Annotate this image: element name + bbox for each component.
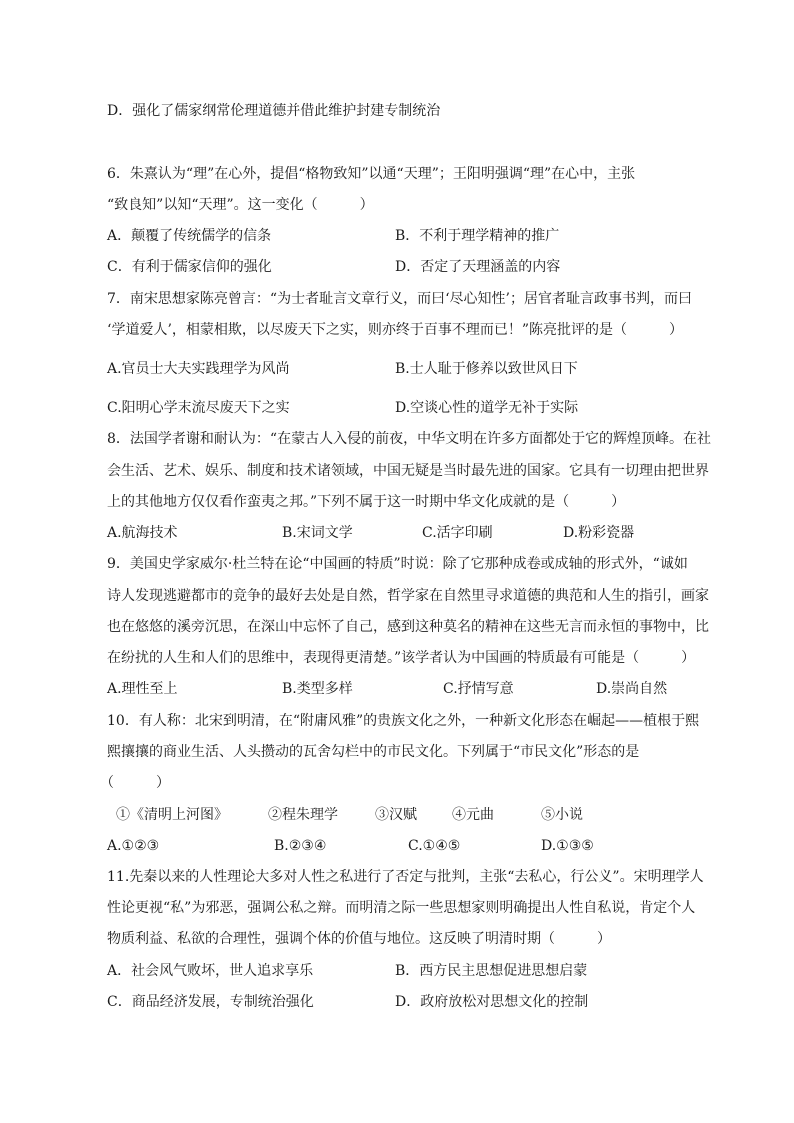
q9-stem-line3: 也在悠悠的溪旁沉思，在深山中忘怀了自己，感到这种莫名的精神在这些无言而永恒的事物中，比 (107, 619, 709, 635)
q7-option-d: D.空谈心性的道学无补于实际 (395, 400, 579, 416)
q8-stem-line3: 上的其他地方仅仅看作蛮夷之邦。”下列不属于这一时期中华文化成就的是（ ） (107, 494, 626, 510)
q6-option-a: A．颠覆了传统儒学的信条 (107, 228, 272, 244)
q10-option-c: C.①④⑤ (408, 838, 461, 854)
q10-stem-line3: （ ） (100, 775, 170, 791)
q8-stem-line1: 8．法国学者谢和耐认为：“在蒙古人入侵的前夜，中华文明在许多方面都处于它的辉煌顶峰。在社 (107, 431, 712, 447)
q10-item-1: ①《清明上河图》 (116, 807, 228, 823)
q9-stem-line4: 在纷扰的人生和人们的思维中，表现得更清楚。”该学者认为中国画的特质最有可能是（ ） (107, 650, 696, 666)
q9-option-a: A.理性至上 (107, 681, 178, 697)
q8-option-c: C.活字印刷 (422, 525, 493, 541)
q6-stem-line1: 6．朱熹认为“理”在心外，提倡“格物致知”以通“天理”；王阳明强调“理”在心中，主张 (107, 166, 636, 182)
q7-stem-line2: ‘学道爱人’，相蒙相欺，以尽废天下之实，则亦终于百事不理而已！”陈亮批评的是（ ） (107, 322, 684, 338)
q11-option-d: D．政府放松对思想文化的控制 (395, 994, 589, 1010)
q11-stem-line3: 物质利益、私欲的合理性，强调个体的价值与地位。这反映了明清时期（ ） (107, 931, 611, 947)
q6-option-b: B．不利于理学精神的推广 (395, 228, 560, 244)
q11-stem-line1: 11.先秦以来的人性理论大多对人性之私进行了否定与批判，主张“去私心，行公义”。宋明理学人 (107, 869, 704, 885)
q9-option-c: C.抒情写意 (443, 681, 514, 697)
q8-option-d: D.粉彩瓷器 (563, 525, 635, 541)
q7-option-c: C.阳明心学末流尽废天下之实 (107, 400, 290, 416)
q7-stem-line1: 7．南宋思想家陈亮曾言：“为士者耻言文章行义，而曰‘尽心知性’；居官者耻言政事书判，而曰 (107, 291, 692, 307)
q8-stem-line2: 会生活、艺术、娱乐、制度和技术诸领域，中国无疑是当时最先进的国家。它具有一切理由把世界 (107, 463, 709, 479)
q9-option-d: D.崇尚自然 (596, 681, 668, 697)
q10-item-2: ②程朱理学 (268, 807, 338, 823)
q11-stem-line2: 性论更视“私”为邪恶，强调公私之辩。而明清之际一些思想家则明确提出人性自私说，肯定个人 (107, 900, 696, 916)
q10-item-4: ④元曲 (452, 807, 494, 823)
q9-stem-line1: 9．美国史学家威尔·杜兰特在论“中国画的特质”时说：除了它那种成卷或成轴的形式外，“诚如 (107, 556, 688, 572)
q10-option-d: D.①③⑤ (541, 838, 594, 854)
q9-option-b: B.类型多样 (282, 681, 353, 697)
q11-option-b: B．西方民主思想促进思想启蒙 (395, 963, 588, 979)
q10-option-b: B.②③④ (274, 838, 327, 854)
q10-option-a: A.①②③ (107, 838, 160, 854)
q10-item-5: ⑤小说 (541, 807, 583, 823)
q10-stem-line1: 10．有人称：北宋到明清，在“附庸风雅”的贵族文化之外，一种新文化形态在崛起——植根于熙 (107, 713, 700, 729)
q7-option-b: B.士人耻于修养以致世风日下 (395, 361, 578, 377)
q6-option-c: C．有利于儒家信仰的强化 (107, 259, 272, 275)
q10-item-3: ③汉赋 (375, 807, 417, 823)
q9-stem-line2: 诗人发现逃避都市的竞争的最好去处是自然，哲学家在自然里寻求道德的典范和人生的指引，画家 (107, 588, 709, 604)
q7-option-a: A.官员士大夫实践理学为风尚 (107, 361, 290, 377)
q10-stem-line2: 熙攘攘的商业生活、人头攒动的瓦舍勾栏中的市民文化。下列属于“市民文化”形态的是 (107, 744, 640, 760)
q6-stem-line2: “致良知”以知“天理”。这一变化（ ） (107, 197, 374, 213)
q11-option-c: C．商品经济发展，专制统治强化 (107, 994, 314, 1010)
q6-option-d: D．否定了天理涵盖的内容 (395, 259, 561, 275)
q8-option-a: A.航海技术 (107, 525, 178, 541)
q11-option-a: A．社会风气败坏，世人追求享乐 (107, 963, 314, 979)
q5-option-d: D．强化了儒家纲常伦理道德并借此维护封建专制统治 (107, 103, 441, 119)
q8-option-b: B.宋词文学 (282, 525, 353, 541)
